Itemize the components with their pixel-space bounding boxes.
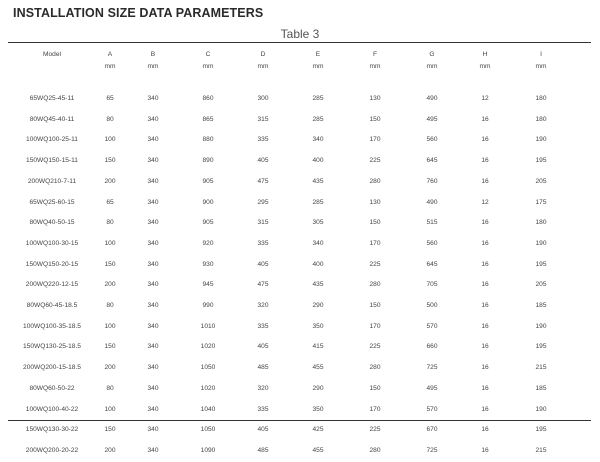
table-caption: Table 3 [280,27,320,41]
value-cell-g: 570 [426,405,438,413]
model-cell: 150WQ150-15-11 [26,157,78,165]
value-cell-g: 725 [426,446,438,454]
value-cell-h: 16 [481,260,489,268]
value-cell-h: 16 [481,302,489,309]
value-cell-a: 100 [104,405,116,413]
model-cell: 65WQ25-45-11 [29,95,75,102]
value-cell-b: 340 [147,364,159,372]
value-cell-a: 200 [104,177,116,185]
value-cell-c: 920 [202,239,214,247]
value-cell-e: 400 [312,260,324,268]
value-cell-f: 170 [369,405,381,413]
value-cell-g: 495 [426,384,438,392]
model-cell: 150WQ130-25-18.5 [23,343,81,351]
table-top-rule [8,42,591,43]
value-cell-h: 16 [481,115,489,123]
value-cell-h: 16 [481,405,489,413]
page-heading: INSTALLATION SIZE DATA PARAMETERS [13,6,264,20]
value-cell-a: 65 [106,198,114,206]
column-unit: mm [202,63,214,70]
table-row [8,234,591,255]
value-cell-e: 285 [312,95,324,102]
value-cell-e: 340 [312,239,324,247]
value-cell-i: 190 [535,405,547,413]
value-cell-f: 280 [369,177,381,185]
value-cell-h: 16 [481,219,489,227]
column-unit: mm [257,63,269,70]
table-row [8,130,591,151]
value-cell-h: 16 [481,364,489,372]
value-cell-c: 1010 [200,322,216,330]
value-cell-h: 16 [481,446,489,454]
value-cell-g: 560 [426,136,438,144]
column-unit: mm [104,63,116,70]
model-cell: 200WQ210-7-11 [27,177,77,185]
value-cell-i: 190 [535,136,547,144]
value-cell-e: 435 [312,177,324,185]
value-cell-d: 315 [257,115,269,123]
value-cell-b: 340 [147,384,159,392]
value-cell-c: 1050 [200,364,216,372]
value-cell-f: 225 [369,157,381,165]
table-row [8,110,591,131]
table-header-row [8,49,591,79]
value-cell-b: 340 [147,95,159,102]
value-cell-f: 130 [369,95,381,102]
column-header-h [480,49,491,73]
value-cell-a: 100 [104,322,116,330]
value-cell-c: 880 [202,136,214,144]
value-cell-f: 280 [369,281,381,289]
value-cell-c: 890 [202,157,214,165]
value-cell-i: 205 [535,177,547,185]
model-cell: 200WQ200-15-18.5 [23,364,81,372]
value-cell-d: 335 [257,239,269,247]
value-cell-e: 425 [312,426,324,434]
model-cell: 150WQ130-30-22 [25,426,79,434]
value-cell-i: 190 [535,322,547,330]
column-unit: mm [535,63,547,70]
value-cell-d: 320 [257,384,269,392]
value-cell-a: 200 [104,364,116,372]
value-cell-a: 200 [104,281,116,289]
column-name: D [260,51,266,58]
table-row [8,193,591,214]
value-cell-h: 16 [481,426,489,434]
column-header-e [313,49,324,73]
column-name: H [482,51,488,58]
value-cell-c: 930 [202,260,214,268]
value-cell-c: 905 [202,177,214,185]
value-cell-e: 455 [312,446,324,454]
value-cell-e: 435 [312,281,324,289]
value-cell-c: 900 [202,198,214,206]
value-cell-e: 290 [312,384,324,392]
column-header-d [258,49,269,73]
model-cell: 80WQ60-45-18.5 [26,302,78,309]
model-cell: 150WQ150-20-15 [25,260,79,268]
value-cell-b: 340 [147,281,159,289]
value-cell-g: 500 [426,302,438,309]
column-header-f [370,49,381,73]
value-cell-d: 335 [257,322,269,330]
model-cell: 65WQ25-60-15 [29,198,75,206]
table-row [8,296,591,317]
value-cell-d: 295 [257,198,269,206]
value-cell-g: 490 [426,198,438,206]
table-row [8,400,591,421]
value-cell-h: 16 [481,136,489,144]
column-header-c [203,49,214,73]
value-cell-g: 670 [426,426,438,434]
value-cell-b: 340 [147,260,159,268]
value-cell-c: 1020 [200,343,216,351]
table-row [8,420,591,441]
value-cell-c: 1090 [200,446,216,454]
value-cell-d: 405 [257,260,269,268]
value-cell-a: 150 [104,157,116,165]
value-cell-e: 340 [312,136,324,144]
value-cell-b: 340 [147,157,159,165]
value-cell-g: 490 [426,95,438,102]
column-header-a [105,49,116,73]
table-row [8,172,591,193]
value-cell-b: 340 [147,239,159,247]
column-unit: mm [426,63,438,70]
table-bottom-rule [8,420,591,421]
value-cell-f: 150 [369,384,381,392]
model-cell: 80WQ45-40-11 [29,115,75,123]
column-unit: mm [479,63,491,70]
value-cell-f: 170 [369,322,381,330]
value-cell-g: 645 [426,260,438,268]
value-cell-e: 455 [312,364,324,372]
value-cell-b: 340 [147,219,159,227]
value-cell-h: 12 [481,198,489,206]
value-cell-e: 305 [312,219,324,227]
value-cell-i: 180 [535,219,547,227]
value-cell-i: 190 [535,239,547,247]
value-cell-c: 945 [202,281,214,289]
column-unit: mm [369,63,381,70]
value-cell-h: 16 [481,177,489,185]
model-cell: 200WQ220-12-15 [25,281,79,289]
table-row [8,379,591,400]
value-cell-d: 405 [257,157,269,165]
table-row [8,151,591,172]
value-cell-e: 285 [312,198,324,206]
value-cell-d: 485 [257,446,269,454]
value-cell-i: 195 [535,157,547,165]
value-cell-b: 340 [147,198,159,206]
value-cell-d: 320 [257,302,269,309]
value-cell-f: 225 [369,426,381,434]
value-cell-f: 170 [369,239,381,247]
model-cell: 80WQ40-50-15 [29,219,75,227]
value-cell-c: 860 [202,95,214,102]
value-cell-c: 905 [202,219,214,227]
value-cell-i: 185 [535,302,547,309]
value-cell-h: 12 [481,95,489,102]
value-cell-d: 405 [257,343,269,351]
value-cell-g: 760 [426,177,438,185]
value-cell-i: 180 [535,115,547,123]
value-cell-a: 80 [106,384,114,392]
model-cell: 100WQ100-30-15 [25,239,79,247]
table-row [8,213,591,234]
value-cell-g: 515 [426,219,438,227]
value-cell-b: 340 [147,446,159,454]
value-cell-d: 475 [257,177,269,185]
value-cell-d: 300 [257,95,269,102]
value-cell-e: 350 [312,322,324,330]
value-cell-f: 150 [369,115,381,123]
value-cell-f: 280 [369,364,381,372]
column-name: Model [43,51,61,58]
value-cell-d: 485 [257,364,269,372]
value-cell-f: 170 [369,136,381,144]
value-cell-c: 990 [202,302,214,309]
value-cell-e: 415 [312,343,324,351]
value-cell-i: 195 [535,260,547,268]
value-cell-h: 16 [481,239,489,247]
column-header-b [148,49,159,73]
value-cell-h: 16 [481,322,489,330]
column-name: E [315,51,321,58]
table-row [8,317,591,338]
value-cell-f: 225 [369,343,381,351]
column-unit: mm [312,63,324,70]
model-cell: 100WQ100-25-11 [26,136,78,144]
value-cell-b: 340 [147,136,159,144]
column-name: F [372,51,378,58]
value-cell-h: 16 [481,343,489,351]
model-cell: 100WQ100-40-22 [25,405,79,413]
value-cell-a: 100 [104,136,116,144]
value-cell-h: 16 [481,281,489,289]
value-cell-g: 570 [426,322,438,330]
value-cell-g: 560 [426,239,438,247]
value-cell-b: 340 [147,405,159,413]
value-cell-b: 340 [147,426,159,434]
column-name: G [429,51,435,58]
value-cell-f: 225 [369,260,381,268]
value-cell-e: 290 [312,302,324,309]
value-cell-a: 150 [104,343,116,351]
value-cell-g: 495 [426,115,438,123]
value-cell-c: 1020 [200,384,216,392]
value-cell-a: 80 [106,115,114,123]
column-name: C [205,51,211,58]
value-cell-i: 215 [535,446,547,454]
value-cell-i: 215 [535,364,547,372]
value-cell-a: 150 [104,260,116,268]
value-cell-b: 340 [147,177,159,185]
value-cell-d: 405 [257,426,269,434]
value-cell-c: 1050 [200,426,216,434]
value-cell-g: 725 [426,364,438,372]
model-cell: 80WQ60-50-22 [29,384,75,392]
value-cell-e: 400 [312,157,324,165]
value-cell-g: 645 [426,157,438,165]
value-cell-f: 130 [369,198,381,206]
column-unit: mm [147,63,159,70]
value-cell-b: 340 [147,115,159,123]
table-row [8,255,591,276]
value-cell-a: 65 [106,95,114,102]
value-cell-e: 350 [312,405,324,413]
value-cell-i: 175 [535,198,547,206]
value-cell-a: 150 [104,426,116,434]
model-cell: 200WQ200-20-22 [25,446,79,454]
value-cell-a: 200 [104,446,116,454]
value-cell-d: 335 [257,405,269,413]
value-cell-d: 335 [257,136,269,144]
table-row [8,275,591,296]
table-row [8,358,591,379]
value-cell-a: 80 [106,302,114,309]
table-row [8,337,591,358]
column-name: B [150,51,156,58]
column-header-i [536,49,547,73]
value-cell-i: 205 [535,281,547,289]
value-cell-a: 80 [106,219,114,227]
value-cell-a: 100 [104,239,116,247]
value-cell-h: 16 [481,157,489,165]
value-cell-f: 150 [369,302,381,309]
value-cell-i: 180 [535,95,547,102]
table-row [8,441,591,462]
column-header-g [427,49,438,73]
value-cell-f: 150 [369,219,381,227]
value-cell-g: 705 [426,281,438,289]
model-cell: 100WQ100-35-18.5 [23,322,81,330]
column-header-model [43,49,61,61]
value-cell-h: 16 [481,384,489,392]
value-cell-i: 195 [535,426,547,434]
table-row [8,89,591,110]
column-name: A [107,51,113,58]
value-cell-i: 195 [535,343,547,351]
value-cell-b: 340 [147,343,159,351]
value-cell-c: 1040 [200,405,216,413]
value-cell-d: 475 [257,281,269,289]
column-name: I [540,51,542,58]
value-cell-i: 185 [535,384,547,392]
value-cell-b: 340 [147,322,159,330]
value-cell-c: 865 [202,115,214,123]
value-cell-f: 280 [369,446,381,454]
value-cell-b: 340 [147,302,159,309]
value-cell-e: 285 [312,115,324,123]
value-cell-d: 315 [257,219,269,227]
value-cell-g: 660 [426,343,438,351]
